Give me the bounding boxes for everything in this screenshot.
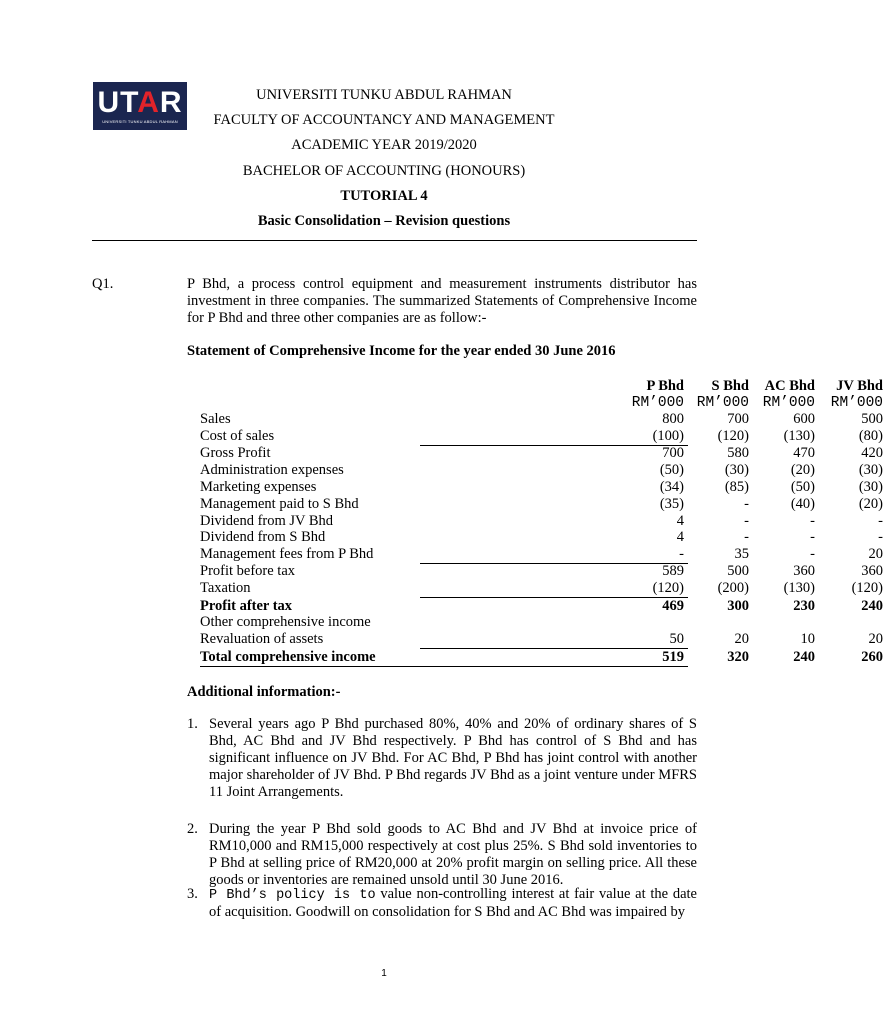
programme-name: BACHELOR OF ACCOUNTING (HONOURS)	[242, 163, 526, 179]
cell: (20)	[858, 496, 883, 512]
cell: 20	[868, 631, 883, 647]
cell: 260	[861, 649, 883, 665]
cell: 470	[793, 445, 815, 461]
table-row	[200, 496, 883, 513]
cell: (40)	[790, 496, 815, 512]
tutorial-topic: Basic Consolidation – Revision questions	[257, 213, 511, 229]
cell: -	[744, 513, 749, 529]
column-header: JV Bhd	[836, 378, 883, 394]
cell: 230	[793, 598, 815, 614]
row-label: Management paid to S Bhd	[200, 496, 359, 512]
table-units-row	[200, 395, 883, 412]
academic-year: ACADEMIC YEAR 2019/2020	[291, 137, 477, 153]
cell: 360	[861, 563, 883, 579]
cell: 519	[662, 649, 684, 665]
list-text: During the year P Bhd sold goods to AC Bhd and JV Bhd at invoice price of RM10,000 and RM15,000 respectively at cost plus 25%. S Bhd sold inventories to P Bhd at selling price of RM20,000 at 20% profit margin on selling price. All these goods or inventories are remained unsold until 30 June 2016.	[209, 821, 697, 888]
list-item	[187, 821, 697, 889]
list-text: Several years ago P Bhd purchased 80%, 40% and 20% of ordinary shares of S Bhd, AC Bhd and JV Bhd respectively. P Bhd has control of S Bhd and has significant influence on JV Bhd. For AC Bhd, P Bhd has joint control with another major shareholder of JV Bhd. P Bhd regards JV Bhd as a joint venture under MFRS 11 Joint Arrangements.	[209, 716, 697, 800]
row-label: Marketing expenses	[200, 479, 317, 495]
cell: (130)	[783, 428, 815, 444]
cell: 469	[662, 598, 684, 614]
tutorial-title: TUTORIAL 4	[340, 188, 428, 204]
row-label: Taxation	[200, 580, 251, 596]
cell: 10	[800, 631, 815, 647]
question-intro: P Bhd, a process control equipment and measurement instruments distributor has investment in three companies. The summarized Statements of Comprehensive Income for P Bhd and three other companies are as follow:-	[187, 276, 697, 326]
cell: (100)	[652, 428, 684, 444]
cell: 500	[861, 411, 883, 427]
list-number: 1.	[187, 716, 198, 732]
column-unit: RM’000	[696, 395, 749, 411]
cell: 580	[727, 445, 749, 461]
cell: (50)	[790, 479, 815, 495]
cell: -	[878, 513, 883, 529]
cell: -	[810, 546, 815, 562]
list-item	[187, 716, 697, 801]
row-label: Dividend from JV Bhd	[200, 513, 334, 529]
header-divider	[92, 240, 697, 241]
cell: (200)	[717, 580, 749, 596]
cell: 800	[662, 411, 684, 427]
cell: 20	[734, 631, 749, 647]
cell: -	[878, 529, 883, 545]
cell: 700	[727, 411, 749, 427]
column-unit: RM’000	[762, 395, 815, 411]
cell: -	[744, 529, 749, 545]
cell: -	[744, 496, 749, 512]
page-number: 1	[381, 968, 387, 979]
table-header-row	[200, 378, 883, 395]
cell: 4	[676, 529, 684, 545]
cell: (35)	[659, 496, 684, 512]
total-rule	[200, 666, 688, 667]
cell: 360	[793, 563, 815, 579]
row-label: Total comprehensive income	[200, 649, 376, 665]
row-label: Dividend from S Bhd	[200, 529, 326, 545]
question-number: Q1.	[92, 276, 114, 292]
logo-wordmark: UTAR	[97, 86, 183, 119]
row-label: Cost of sales	[200, 428, 275, 444]
list-number: 2.	[187, 821, 198, 837]
column-unit: RM’000	[631, 395, 684, 411]
cell: 320	[727, 649, 749, 665]
table-row	[200, 513, 883, 530]
list-text-mono: P Bhd’s policy is to	[209, 888, 376, 903]
column-header: P Bhd	[646, 378, 684, 394]
cell: (120)	[717, 428, 749, 444]
table-row	[200, 445, 883, 462]
cell: 35	[734, 546, 749, 562]
cell: (30)	[858, 462, 883, 478]
logo-subtitle: UNIVERSITI TUNKU ABDUL RAHMAN	[102, 119, 178, 124]
cell: (20)	[790, 462, 815, 478]
cell: (30)	[858, 479, 883, 495]
cell: 300	[727, 598, 749, 614]
list-item	[187, 886, 697, 921]
row-label: Profit before tax	[200, 563, 296, 579]
cell: 20	[868, 546, 883, 562]
column-header: S Bhd	[711, 378, 749, 394]
row-label: Profit after tax	[200, 598, 293, 614]
cell: (130)	[783, 580, 815, 596]
cell: 420	[861, 445, 883, 461]
row-label: Management fees from P Bhd	[200, 546, 374, 562]
table-row	[200, 462, 883, 479]
faculty-name: FACULTY OF ACCOUNTANCY AND MANAGEMENT	[213, 112, 555, 128]
table-row	[200, 428, 883, 445]
cell: -	[810, 529, 815, 545]
table-row	[200, 614, 690, 631]
cell: (30)	[724, 462, 749, 478]
table-row	[200, 649, 883, 666]
table-row	[200, 598, 883, 615]
cell: (85)	[724, 479, 749, 495]
cell: 240	[861, 598, 883, 614]
table-row	[200, 479, 883, 496]
table-row	[200, 411, 883, 428]
cell: (50)	[659, 462, 684, 478]
list-text	[209, 886, 697, 921]
list-number: 3.	[187, 886, 198, 902]
row-label: Other comprehensive income	[200, 614, 371, 630]
cell: -	[679, 546, 684, 562]
cell: 500	[727, 563, 749, 579]
row-label: Sales	[200, 411, 231, 427]
row-label: Revaluation of assets	[200, 631, 324, 647]
cell: 700	[662, 445, 684, 461]
column-unit: RM’000	[830, 395, 883, 411]
cell: (120)	[851, 580, 883, 596]
row-label: Gross Profit	[200, 445, 271, 461]
table-row	[200, 631, 883, 648]
table-row	[200, 529, 883, 546]
cell: 240	[793, 649, 815, 665]
cell: 589	[662, 563, 684, 579]
university-name: UNIVERSITI TUNKU ABDUL RAHMAN	[256, 87, 512, 103]
additional-info-title: Additional information:-	[187, 684, 341, 700]
cell: (80)	[858, 428, 883, 444]
cell: (34)	[659, 479, 684, 495]
table-title: Statement of Comprehensive Income for the year ended 30 June 2016	[187, 343, 616, 359]
table-row	[200, 563, 883, 580]
table-row	[200, 580, 883, 597]
table-row	[200, 546, 883, 563]
cell: 4	[676, 513, 684, 529]
cell: -	[810, 513, 815, 529]
column-header: AC Bhd	[764, 378, 815, 394]
list-text-rest: value non-controlling interest at fair value at the date of acquisition. Goodwill on consolidation for S Bhd and AC Bhd was impaired by	[209, 886, 697, 920]
cell: 50	[669, 631, 684, 647]
cell: (120)	[652, 580, 684, 596]
row-label: Administration expenses	[200, 462, 344, 478]
cell: 600	[793, 411, 815, 427]
